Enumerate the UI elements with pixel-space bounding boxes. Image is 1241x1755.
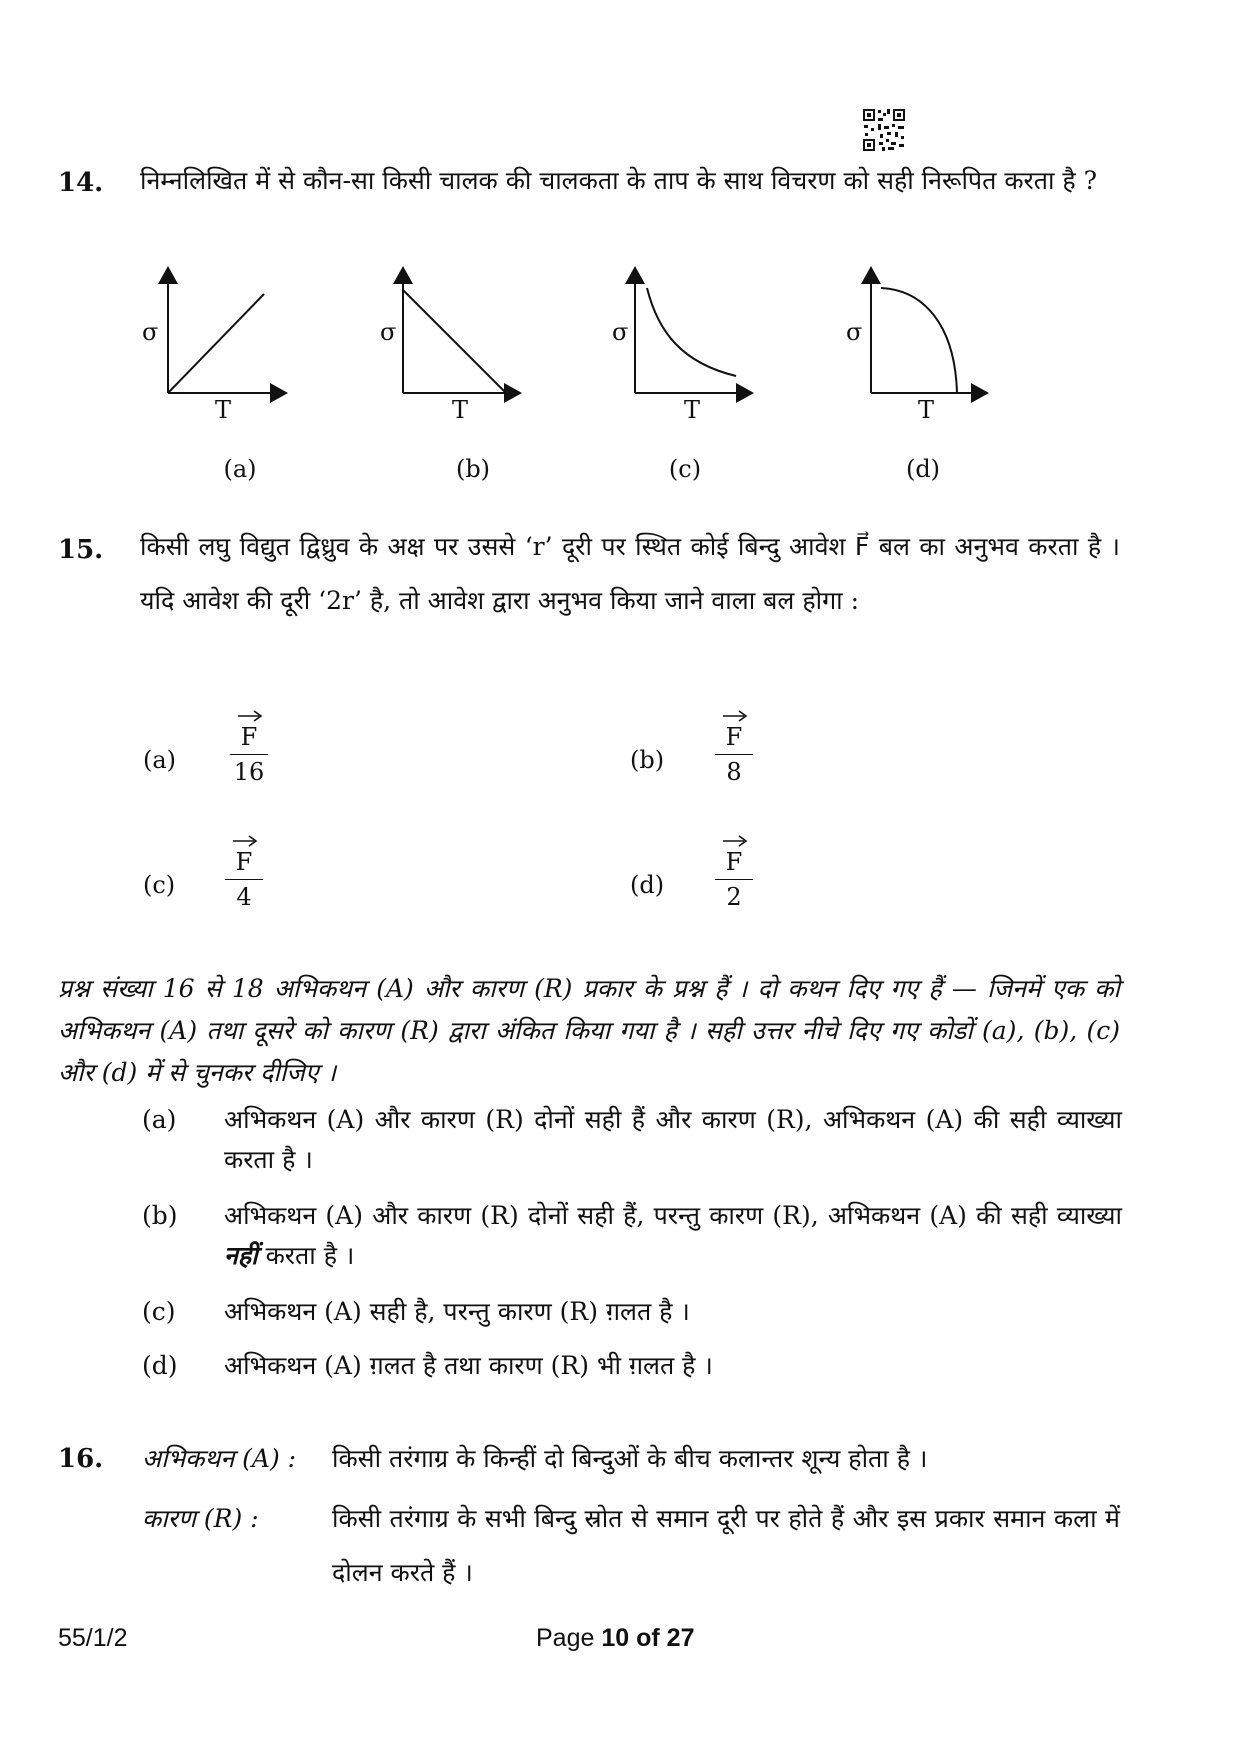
option-fraction (709, 833, 759, 912)
question-text: निम्नलिखित में से कौन-सा किसी चालक की चालकता के ताप के साथ विचरण को सही निरूपित करता है ? (140, 166, 1098, 195)
code-label: (a) (142, 1105, 177, 1134)
x-axis-label: T (918, 396, 935, 424)
reason-text: किसी तरंगाग्र के सभी बिन्दु स्रोत से समान दूरी पर होते हैं और इस प्रकार समान कला में दोलन करते हैं । (332, 1504, 1120, 1587)
denominator: 2 (726, 883, 742, 911)
emphasis-word: नहीं (224, 1241, 258, 1270)
code-option (142, 1292, 1132, 1332)
vector-arrow-icon (709, 708, 759, 722)
graph-caption: (b) (455, 455, 491, 483)
page-current: 10 (601, 1624, 630, 1652)
fraction-bar (230, 754, 268, 755)
code-option (142, 1196, 1132, 1276)
instructions-text: प्रश्न संख्या 16 से 18 अभिकथन (A) और कारण (R) प्रकार के प्रश्न हैं । दो कथन दिए गए हैं — जिनमें एक को अभिकथन (A) तथा दूसरे को कारण (R) द्वारा अंकित किया गया है । सही उत्तर नीचे दिए गए कोडों (a), (b), (c) और (d) में से चुनकर दीजिए । (58, 974, 1120, 1087)
x-axis-label: T (215, 396, 232, 424)
option-fraction (219, 833, 269, 912)
page-number (536, 1624, 694, 1653)
code-text: अभिकथन (A) सही है, परन्तु कारण (R) ग़लत है । (224, 1297, 690, 1326)
paper-code: 55/1/2 (58, 1624, 128, 1652)
code-option (142, 1100, 1132, 1180)
page-of: of (636, 1624, 660, 1652)
fraction-bar (715, 754, 753, 755)
qr-code-icon (862, 108, 906, 152)
option-label: (b) (630, 746, 665, 774)
question-number: 15. (58, 535, 104, 565)
option-label: (a) (143, 746, 177, 774)
code-text: अभिकथन (A) ग़लत है तथा कारण (R) भी ग़लत है । (224, 1351, 713, 1380)
option-label: (d) (630, 871, 665, 899)
code-label: (c) (142, 1297, 176, 1326)
y-axis-label: σ (846, 318, 863, 346)
x-axis-label: T (684, 396, 701, 424)
vector-arrow-icon (224, 708, 274, 722)
graph-option-d (843, 262, 1003, 412)
y-axis-label: σ (612, 318, 629, 346)
numerator: F (725, 848, 743, 876)
option-fraction (224, 708, 274, 787)
vector-arrow-icon (709, 833, 759, 847)
page-total: 27 (666, 1624, 695, 1652)
y-axis-label: σ (380, 318, 397, 346)
vector-arrow-icon (219, 833, 269, 847)
numerator: F (725, 723, 743, 751)
x-axis-label: T (452, 396, 469, 424)
denominator: 16 (233, 758, 265, 786)
code-label: (d) (142, 1351, 178, 1380)
option-label: (c) (143, 871, 176, 899)
graph-option-a (140, 262, 300, 412)
code-text-after: करता है । (265, 1241, 355, 1270)
option-fraction (709, 708, 759, 787)
graph-option-b (376, 262, 536, 412)
fraction-bar (715, 879, 753, 880)
reason-label: कारण (R) : (142, 1504, 259, 1533)
graph-caption: (a) (223, 455, 257, 483)
numerator: F (235, 848, 253, 876)
code-option (142, 1346, 1132, 1386)
fraction-bar (225, 879, 263, 880)
graph-caption: (c) (668, 455, 702, 483)
denominator: 8 (726, 758, 742, 786)
graph-caption: (d) (905, 455, 941, 483)
question-number: 16. (58, 1444, 104, 1474)
y-axis-label: σ (142, 318, 159, 346)
code-text: अभिकथन (A) और कारण (R) दोनों सही हैं और कारण (R), अभिकथन (A) की सही व्याख्या करता है । (224, 1105, 1122, 1174)
code-text-before: अभिकथन (A) और कारण (R) दोनों सही हैं, परन्तु कारण (R), अभिकथन (A) की सही व्याख्या (224, 1201, 1122, 1230)
numerator: F (240, 723, 258, 751)
assertion-text: किसी तरंगाग्र के किन्हीं दो बिन्दुओं के बीच कलान्तर शून्य होता है । (332, 1444, 928, 1473)
page-prefix: Page (536, 1624, 595, 1652)
assertion-label: अभिकथन (A) : (142, 1444, 297, 1473)
code-label: (b) (142, 1201, 178, 1230)
question-number: 14. (58, 168, 104, 198)
question-text: किसी लघु विद्युत द्विध्रुव के अक्ष पर उससे ‘r’ दूरी पर स्थित कोई बिन्दु आवेश F⃗ बल का अनुभव करता है । यदि आवेश की दूरी ‘2r’ है, तो आवेश द्वारा अनुभव किया जाने वाला बल होगा : (140, 532, 1120, 615)
denominator: 4 (236, 883, 252, 911)
code-text (224, 1196, 1122, 1276)
graph-option-c (608, 262, 768, 412)
